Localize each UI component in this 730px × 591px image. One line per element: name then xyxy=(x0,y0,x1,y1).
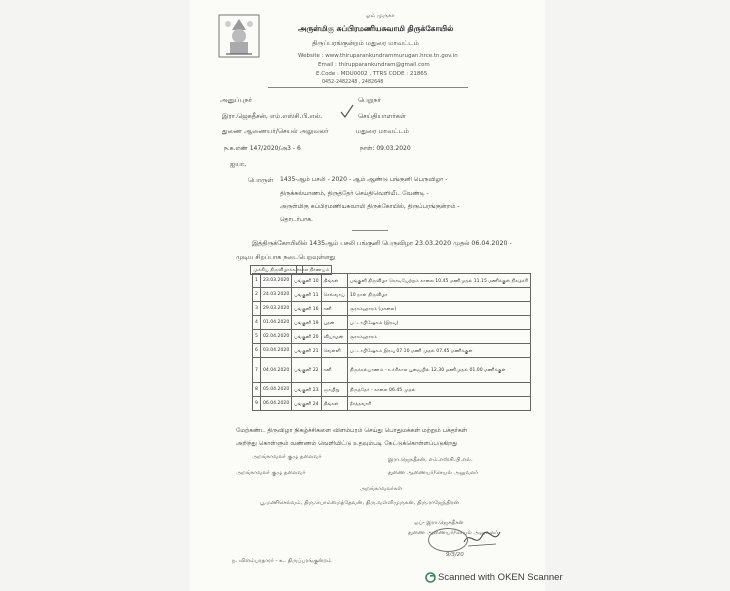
to-label: பெறுநர் xyxy=(358,96,381,104)
from-label: அனுப்புநர் xyxy=(220,96,253,104)
header-rule xyxy=(268,87,468,88)
table-row xyxy=(253,397,531,411)
subject-label: பொருள் xyxy=(248,176,274,184)
email-text: Email : thirupparankundram@gmail.com xyxy=(318,62,430,68)
ref-date: நாள்: 09.03.2020 xyxy=(360,145,411,152)
row-tamil-date: பங்குனி 24 xyxy=(292,397,321,411)
row-day: ஞாயிறு xyxy=(321,383,347,397)
copy-to: ந. விளம்பரதாரர் - உ. திருப்பரங்குன்றம் xyxy=(232,558,332,564)
row-number: 6 xyxy=(253,344,261,358)
row-date: 03.04.2020 xyxy=(260,344,291,358)
row-day: சனி xyxy=(321,358,347,383)
row-event: பட்டாபிஷேகம் (இரவு) xyxy=(347,316,530,330)
row-event: பங்குனி திருவிழா கொடியேற்றம் காலை 10.45 மணிமுதல் 11.15 மணிக்குள் நிகழ்ச்சி xyxy=(347,274,530,288)
row-date: 06.04.2020 xyxy=(260,397,291,411)
row-date: 29.03.2020 xyxy=(260,302,291,316)
row-event: பட்டாபிஷேகம் இரவு 07.10 மணி முதல் 07.45 மணிக்குள் xyxy=(347,344,530,358)
subject-rule xyxy=(352,230,388,231)
row-day: திங்கள் xyxy=(321,397,347,411)
row-tamil-date: பங்குனி 19 xyxy=(292,316,321,330)
closing-line-2: அறிந்து கொள்ளும் வண்ணம் வெளியிட்டு உதவும்படி கேட்டுக்கொள்ளப்படுகிறது xyxy=(236,440,458,447)
subject-line-2: திருக்கல்யாணம், திருத்தேர் செய்திவெளியீட வேண்டி - xyxy=(280,190,429,197)
row-date: 23.03.2020 xyxy=(260,274,291,288)
table-row xyxy=(253,302,531,316)
festival-note: கால நிர்ணயம் xyxy=(296,265,332,275)
intro-line-2: முடிய சிறப்பாக நடைபெறவுள்ளது xyxy=(236,254,336,261)
row-event: சூரசம்ஹாரம் (மாலை) xyxy=(347,302,530,316)
row-number: 4 xyxy=(253,316,261,330)
from-designation: துணை ஆணையர்/செயல் அலுவலர் xyxy=(222,127,329,135)
top-mark: ஓம் முருகா xyxy=(366,13,395,19)
table-row xyxy=(253,316,531,330)
table-row xyxy=(253,383,531,397)
temple-logo xyxy=(218,14,260,58)
row-number: 9 xyxy=(253,397,261,411)
code-text: E.Code : MDU0002 , TTRS CODE : 21865 xyxy=(316,71,428,77)
row-day: வியாழன் xyxy=(321,330,347,344)
row-number: 5 xyxy=(253,330,261,344)
subject-line-3: அருள்மிகு சுப்பிரமணியசுவாமி திருக்கோயில், திருப்பரங்குன்றம் - xyxy=(280,203,460,210)
members-heading: அறங்காவலர்கள் xyxy=(360,486,403,492)
row-number: 3 xyxy=(253,302,261,316)
table-row xyxy=(253,344,531,358)
closing-officer: இரா.ஜெகதீசன், எம்.எஸ்சி.பி.எல். xyxy=(388,457,473,463)
row-date: 02.04.2020 xyxy=(260,330,291,344)
row-number: 1 xyxy=(253,274,261,288)
row-day: செவ்வாய் xyxy=(321,288,347,302)
row-event: திருக்கல்யாணம் - உச்சிகால பூஜையில் 12.30 மணிமுதல் 01.00 மணிக்குள் xyxy=(347,358,530,383)
table-row xyxy=(253,358,531,383)
row-event: 10 நாள் திருவிழா xyxy=(347,288,530,302)
row-date: 05.04.2020 xyxy=(260,383,291,397)
salutation: ஐயா, xyxy=(230,160,247,168)
table-row xyxy=(253,330,531,344)
row-tamil-date: பங்குனி 11 xyxy=(292,288,321,302)
members-list: பூ.மணிசெல்வம், திரு.பொம்மைத்தேவன், திரு.வள்ளிமுருகன், திரு.ராஜேந்திரன் xyxy=(260,500,459,506)
row-event: தீர்த்தவாரி xyxy=(347,397,530,411)
row-tamil-date: பங்குனி 16 xyxy=(292,302,321,316)
phone-text: 0452-2482248 , 2482648 xyxy=(322,80,384,85)
row-number: 2 xyxy=(253,288,261,302)
subject-line-1: 1435-ஆம் பசலி - 2020 - ஆம் ஆண்டு பங்குனி பெருவிழா - xyxy=(280,176,448,183)
row-date: 04.04.2020 xyxy=(260,358,291,383)
row-event: திருத்தேர் - காலை 06.45 முதல் xyxy=(347,383,530,397)
row-date: 24.03.2020 xyxy=(260,288,291,302)
closing-trustee: அறங்காவலர் குழு தலைவர் xyxy=(252,454,322,460)
table-row xyxy=(253,274,531,288)
temple-location: திருப்பரங்குன்றம் மதுரை மாவட்டம் xyxy=(312,39,419,47)
scanner-watermark: Scanned with OKEN Scanner xyxy=(438,572,563,583)
to-recipient: செய்தியாளர்கள் xyxy=(358,112,406,120)
row-tamil-date: பங்குனி 20 xyxy=(292,330,321,344)
closing-line-1: மேற்கண்ட திருவிழா நிகழ்ச்சிகளை விளம்பரம் செய்து பொதுமக்கள் மற்றும் பக்தர்கள் xyxy=(236,427,468,434)
closing-designation: துணை ஆணையர்/செயல் அலுவலர் xyxy=(388,470,479,476)
closing-trustee-title: அறங்காவலர் குழு தலைவர் xyxy=(236,470,306,476)
temple-name: அருள்மிகு சுப்பிரமணியசுவாமி திருக்கோயில் xyxy=(298,24,454,33)
row-tamil-date: பங்குனி 23 xyxy=(292,383,321,397)
festival-schedule-table xyxy=(252,273,531,411)
intro-line-1: இத்திருக்கோயிலில் 1435ஆம் பசலி பங்குனி பெருவிழா 23.03.2020 முதல் 06.04.2020 - xyxy=(252,240,512,247)
row-tamil-date: பங்குனி 22 xyxy=(292,358,321,383)
subject-line-4: தொடர்பாக. xyxy=(280,216,313,223)
website-text: Website : www.thiruparankundrammurugan.hrce.tn.gov.in xyxy=(298,53,458,59)
row-event: சூரசம்ஹாரம் xyxy=(347,330,530,344)
to-place: மதுரை மாவட்டம் xyxy=(356,127,409,135)
festival-heading: முக்கிய திருவிழாக்கள் xyxy=(250,265,303,275)
signature-scrawl-date: 9/3/20 xyxy=(446,552,464,558)
row-tamil-date: பங்குனி 10 xyxy=(292,274,321,288)
from-officer: இரா.ஜெகதீசன், எம்.எஸ்சி.பி.எல். xyxy=(222,112,323,120)
row-date: 01.04.2020 xyxy=(260,316,291,330)
ref-number: ந.க.எண் 147/2020/அ3 - 6 xyxy=(224,145,301,152)
row-day: சனி xyxy=(321,302,347,316)
scanner-logo-icon xyxy=(425,572,436,583)
row-day: திங்கள் xyxy=(321,274,347,288)
row-number: 7 xyxy=(253,358,261,383)
row-day: வெள்ளி xyxy=(321,344,347,358)
row-tamil-date: பங்குனி 21 xyxy=(292,344,321,358)
sign-name: ஒப்- இரா.ஜெகதீசன் xyxy=(414,520,464,526)
signature-scrawl-icon xyxy=(462,528,502,550)
table-row xyxy=(253,288,531,302)
row-number: 8 xyxy=(253,383,261,397)
sign-title: துணை ஆணையர்/செயல் அலுவலர் xyxy=(408,530,499,536)
row-day: புதன் xyxy=(321,316,347,330)
checkmark-icon xyxy=(340,104,354,118)
